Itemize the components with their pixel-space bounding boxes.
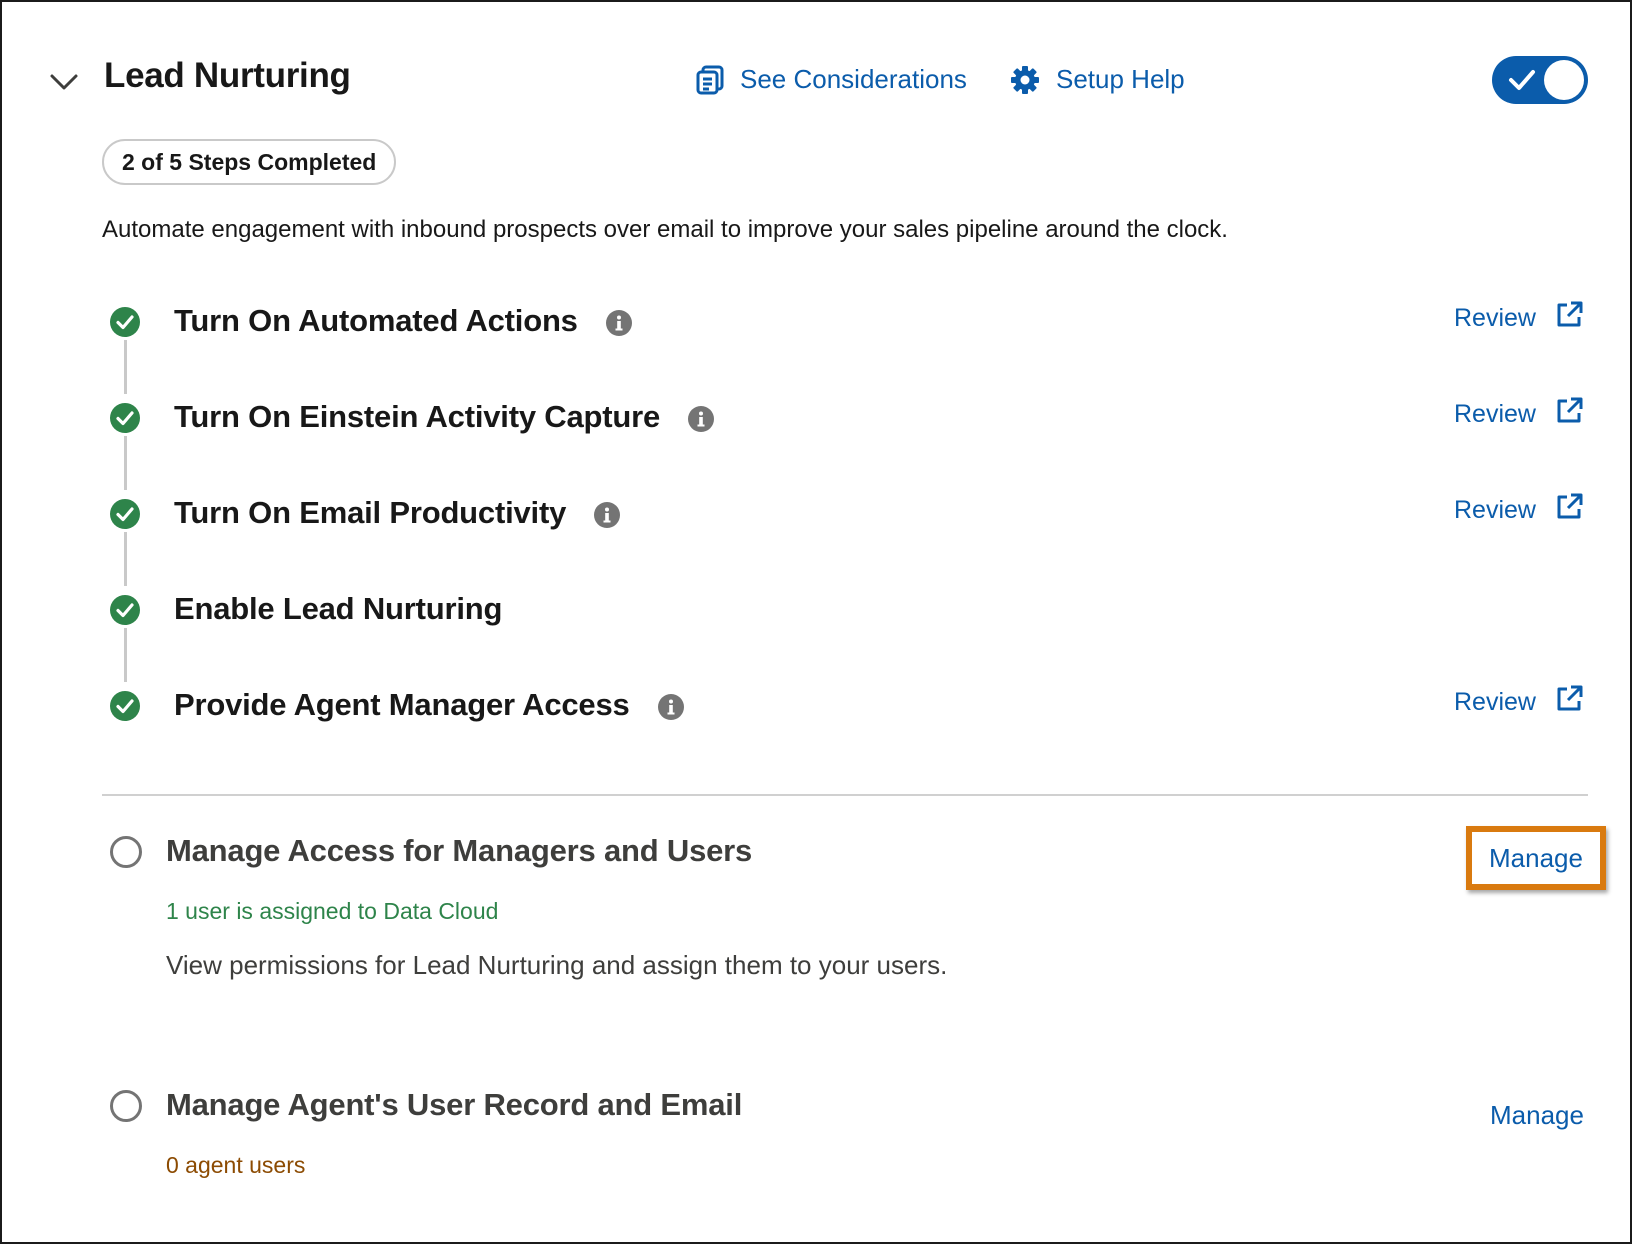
step-label: Turn On Einstein Activity Capture	[174, 399, 661, 434]
step-label: Provide Agent Manager Access	[174, 687, 630, 722]
task-incomplete-circle-icon	[110, 1090, 142, 1122]
review-label: Review	[1454, 688, 1536, 716]
manage-access-button[interactable]: Manage	[1489, 842, 1583, 873]
step-item	[174, 687, 684, 723]
step-item	[174, 399, 714, 435]
section-description: Automate engagement with inbound prospects over email to improve your sales pipeline around the clock.	[102, 216, 1228, 243]
see-considerations-link[interactable]	[696, 64, 967, 95]
toggle-knob	[1544, 60, 1584, 100]
info-icon[interactable]	[658, 692, 684, 718]
external-link-icon	[1554, 492, 1584, 529]
step-complete-check-icon	[110, 691, 140, 726]
step-complete-check-icon	[110, 595, 140, 630]
step-label: Turn On Email Productivity	[174, 495, 567, 530]
step-connector	[124, 436, 127, 490]
review-label: Review	[1454, 304, 1536, 332]
gear-icon	[1010, 65, 1040, 95]
considerations-list-icon	[696, 65, 724, 95]
review-link[interactable]	[1454, 684, 1584, 721]
step-complete-check-icon	[110, 307, 140, 342]
step-connector	[124, 532, 127, 586]
external-link-icon	[1554, 684, 1584, 721]
step-complete-check-icon	[110, 403, 140, 438]
section-title: Lead Nurturing	[104, 56, 351, 95]
feature-toggle[interactable]	[1492, 56, 1588, 104]
checkmark-icon	[1508, 68, 1536, 92]
step-item	[174, 495, 620, 531]
info-icon[interactable]	[594, 500, 620, 526]
progress-badge: 2 of 5 Steps Completed	[102, 139, 396, 185]
review-label: Review	[1454, 496, 1536, 524]
task-status: 1 user is assigned to Data Cloud	[166, 898, 499, 924]
see-considerations-label: See Considerations	[740, 64, 967, 94]
setup-help-label: Setup Help	[1056, 64, 1185, 94]
setup-help-link[interactable]	[1010, 64, 1185, 95]
step-connector	[124, 628, 127, 682]
info-icon[interactable]	[688, 404, 714, 430]
task-incomplete-circle-icon	[110, 836, 142, 868]
review-link[interactable]	[1454, 396, 1584, 433]
review-link[interactable]	[1454, 300, 1584, 337]
review-link[interactable]	[1454, 492, 1584, 529]
manage-access-highlight	[1466, 826, 1606, 890]
step-connector	[124, 340, 127, 394]
step-label: Enable Lead Nurturing	[174, 591, 503, 626]
task-title: Manage Access for Managers and Users	[166, 833, 753, 868]
task-description: View permissions for Lead Nurturing and assign them to your users.	[166, 950, 948, 980]
step-label: Turn On Automated Actions	[174, 303, 578, 338]
external-link-icon	[1554, 396, 1584, 433]
step-item	[174, 303, 632, 339]
task-title: Manage Agent's User Record and Email	[166, 1087, 743, 1122]
collapse-chevron-icon[interactable]	[48, 66, 80, 98]
step-complete-check-icon	[110, 499, 140, 534]
info-icon[interactable]	[606, 308, 632, 334]
step-item	[174, 591, 502, 627]
task-status: 0 agent users	[166, 1152, 306, 1178]
section-divider	[102, 794, 1588, 796]
external-link-icon	[1554, 300, 1584, 337]
manage-agent-button[interactable]: Manage	[1490, 1100, 1584, 1130]
review-label: Review	[1454, 400, 1536, 428]
